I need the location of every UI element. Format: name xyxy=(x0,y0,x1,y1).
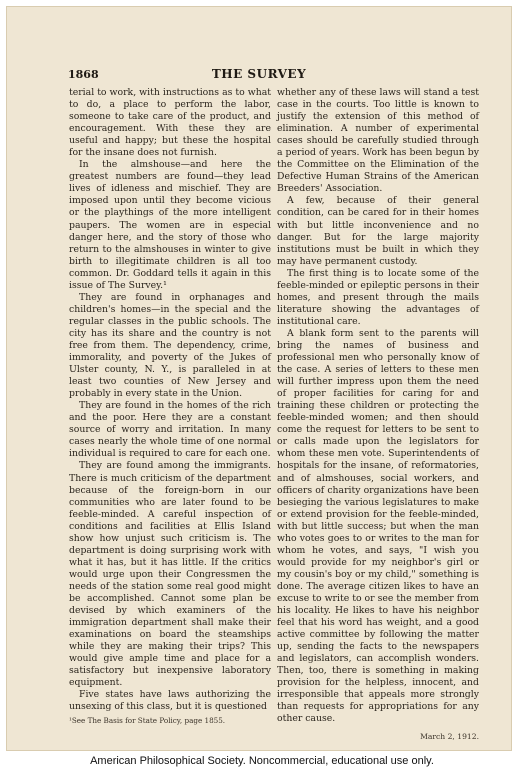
left-column xyxy=(69,87,271,725)
paragraph: In the almshouse—and here the greatest numbers are found—they lead lives of idleness and mischief. They are imposed upon until they become vicious or the playthings of the more intelligent paupers. The women are in especial danger here, and the story of those who return to the almshouses in winter to give birth to illegitimate children is all too common. Dr. Goddard tells it again in this issue of The Survey.¹ xyxy=(69,159,271,291)
paragraph: terial to work, with instructions as to what to do, a place to perform the labor, someone to take care of the product, and encouragement. With these they are useful and happy; but these the hospital for the insane does not furnish. xyxy=(69,87,271,159)
journal-page xyxy=(6,6,512,751)
paragraph: Five states have laws authorizing the unsexing of this class, but it is questioned xyxy=(69,689,271,713)
paragraph: They are found among the immigrants. There is much criticism of the department because of the foreign-born in our communities who are later found to be feeble-minded. A careful inspection of conditions and facilities at Ellis Island show how unjust such criticism is. The department is doing surprising work with what it has, but it has little. If the critics would urge upon their Congressmen the needs of the station some real good might be accomplished. Cannot some plan be devised by which examiners of the immigration department shall make their examinations on board the steamships while they are making their trips? This would give ample time and place for a satisfactory but inexpensive laboratory equipment. xyxy=(69,460,271,689)
paragraph: A blank form sent to the parents will bring the names of business and professional men who personally know of the case. A series of letters to these men will further impress upon them the need of proper facilities for caring for and training these children or protecting the feeble-minded women; and then should come the request for letters to be sent to or calls made upon the legislators for whom these men vote. Superintendents of hospitals for the insane, of reformatories, and of almshouses, social workers, and officers of charity organizations have been besieging the various legislatures to make or extend provision for the feeble-minded, with but little success; but when the man who votes goes to or writes to the man for whom he votes, and says, "I wish you would provide for my neighbor's girl or my cousin's boy or my child," something is done. The average citizen likes to have an excuse to write to or see the member from his locality. He likes to have his neighbor feel that his word has weight, and a good active committee by following the matter up, sending the facts to the newspapers and legislators, can accomplish wonders. Then, too, there is something in making provision for the helpless, innocent, and irresponsible that appeals more strongly than requests for appropriations for any other cause. xyxy=(277,327,479,725)
footnote: ¹See The Basis for State Policy, page 1855. xyxy=(69,716,226,726)
right-column xyxy=(277,87,479,744)
paragraph: They are found in the homes of the rich and the poor. Here they are a constant source of worry and irritation. In many cases nearly the whole time of one normal individual is required to care for each one. xyxy=(69,400,271,460)
running-head: THE SURVEY xyxy=(211,67,307,81)
paragraph: They are found in orphanages and children's homes—in the special and the regular classes in the public schools. The city has its share and the country is not free from them. The dependency, crime, immorality, and poverty of the Jukes of Ulster county, N. Y., is paralleled in at least two counties of New Jersey and probably in every state in the Union. xyxy=(69,291,271,400)
paragraph: The first thing is to locate some of the feeble-minded or epileptic persons in their homes, and present through the mails literature showing the advantages of institutional care. xyxy=(277,267,479,327)
page-number: 1868 xyxy=(68,68,99,81)
archive-credit: American Philosophical Society. Noncommercial, educational use only. xyxy=(90,755,434,767)
paragraph: A few, because of their general condition, can be cared for in their homes with but little inconvenience and no danger. But for the large majority institutions must be built in which they may have permanent custody. xyxy=(277,195,479,267)
dateline: March 2, 1912. xyxy=(420,732,479,742)
paragraph: whether any of these laws will stand a test case in the courts. Too little is known to justify the extension of this method of elimination. A number of experimental cases should be carefully studied through a period of years. Work has been begun by the Committee on the Elimination of the Defective Human Strains of the American Breeders' Association. xyxy=(277,87,479,195)
